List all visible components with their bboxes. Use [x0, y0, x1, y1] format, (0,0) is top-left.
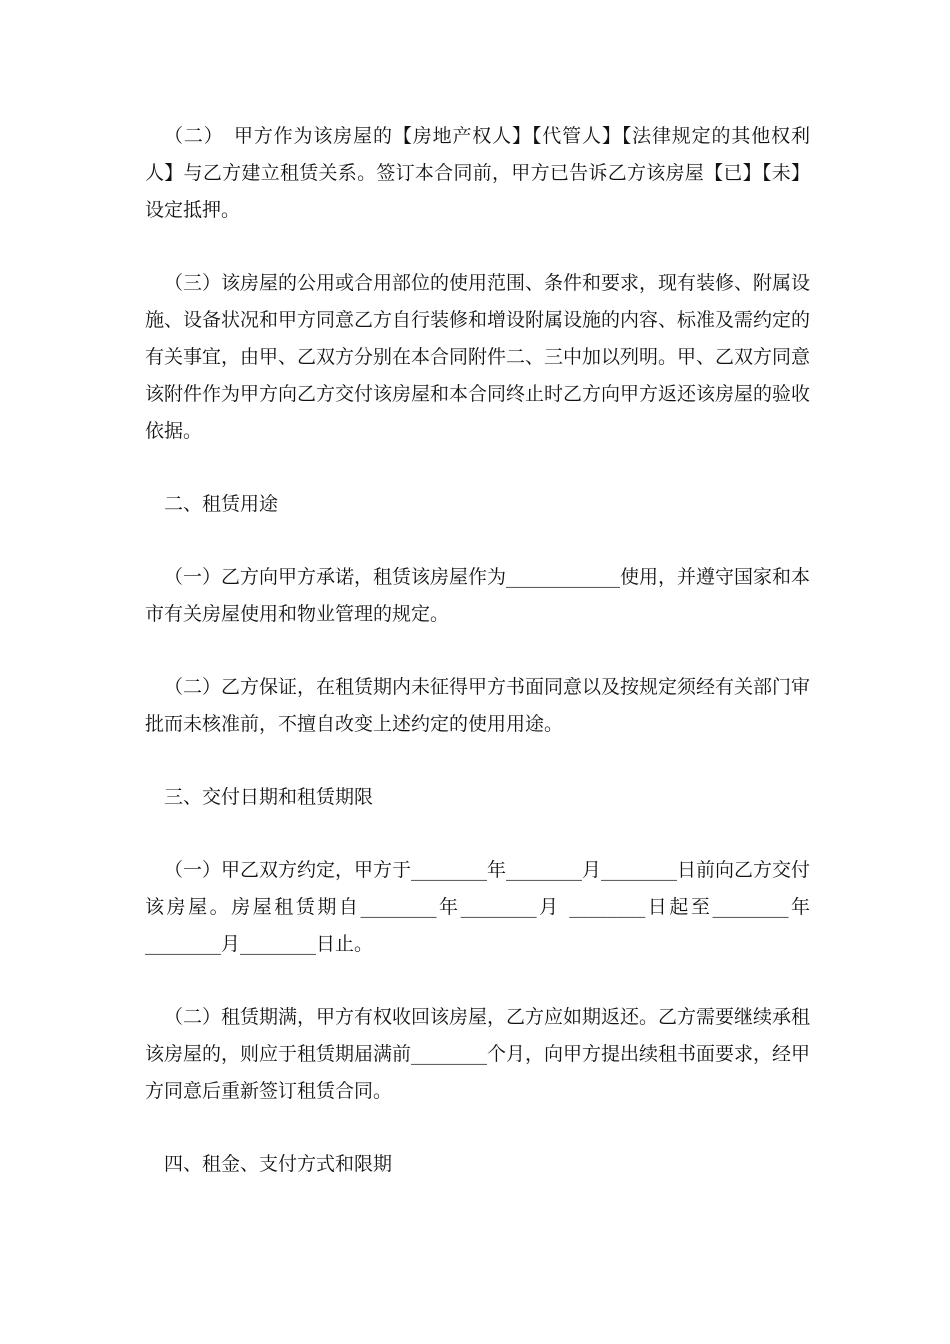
clause-delivery-date: （一）甲乙双方约定，甲方于________年________月________日前向乙方交付该房屋。房屋租赁期自________年________月 ________日起至________年________月________日止。	[145, 859, 811, 955]
clause-lessor-relationship: （二） 甲方作为该房屋的【房地产权人】【代管人】【法律规定的其他权利人】与乙方建立租赁关系。签订本合同前，甲方已告诉乙方该房屋【已】【未】设定抵押。	[145, 125, 810, 221]
section-heading-term: 三、交付日期和租赁期限	[164, 786, 374, 808]
section-heading-rent: 四、租金、支付方式和限期	[164, 1153, 393, 1175]
clause-common-areas: （三）该房屋的公用或合用部位的使用范围、条件和要求，现有装修、附属设施、设备状况和甲方同意乙方自行装修和增设附属设施的内容、标准及需约定的有关事宜，由甲、乙双方分别在本合同附件二、三中加以列明。甲、乙双方同意该附件作为甲方向乙方交付该房屋和本合同终止时乙方向甲方返还该房屋的验收依据。	[145, 272, 811, 442]
section-heading-purpose: 二、租赁用途	[164, 493, 279, 515]
clause-lease-expiry: （二）租赁期满，甲方有权收回该房屋，乙方应如期返还。乙方需要继续承租该房屋的，则应于租赁期届满前________个月，向甲方提出续租书面要求，经甲方同意后重新签订租赁合同。	[145, 1006, 811, 1102]
clause-usage-guarantee: （二）乙方保证，在租赁期内未征得甲方书面同意以及按规定须经有关部门审批而未核准前，不擅自改变上述约定的使用用途。	[145, 676, 811, 735]
document-body	[145, 118, 810, 1219]
clause-usage-commitment: （一）乙方向甲方承诺，租赁该房屋作为____________使用，并遵守国家和本市有关房屋使用和物业管理的规定。	[145, 566, 811, 625]
